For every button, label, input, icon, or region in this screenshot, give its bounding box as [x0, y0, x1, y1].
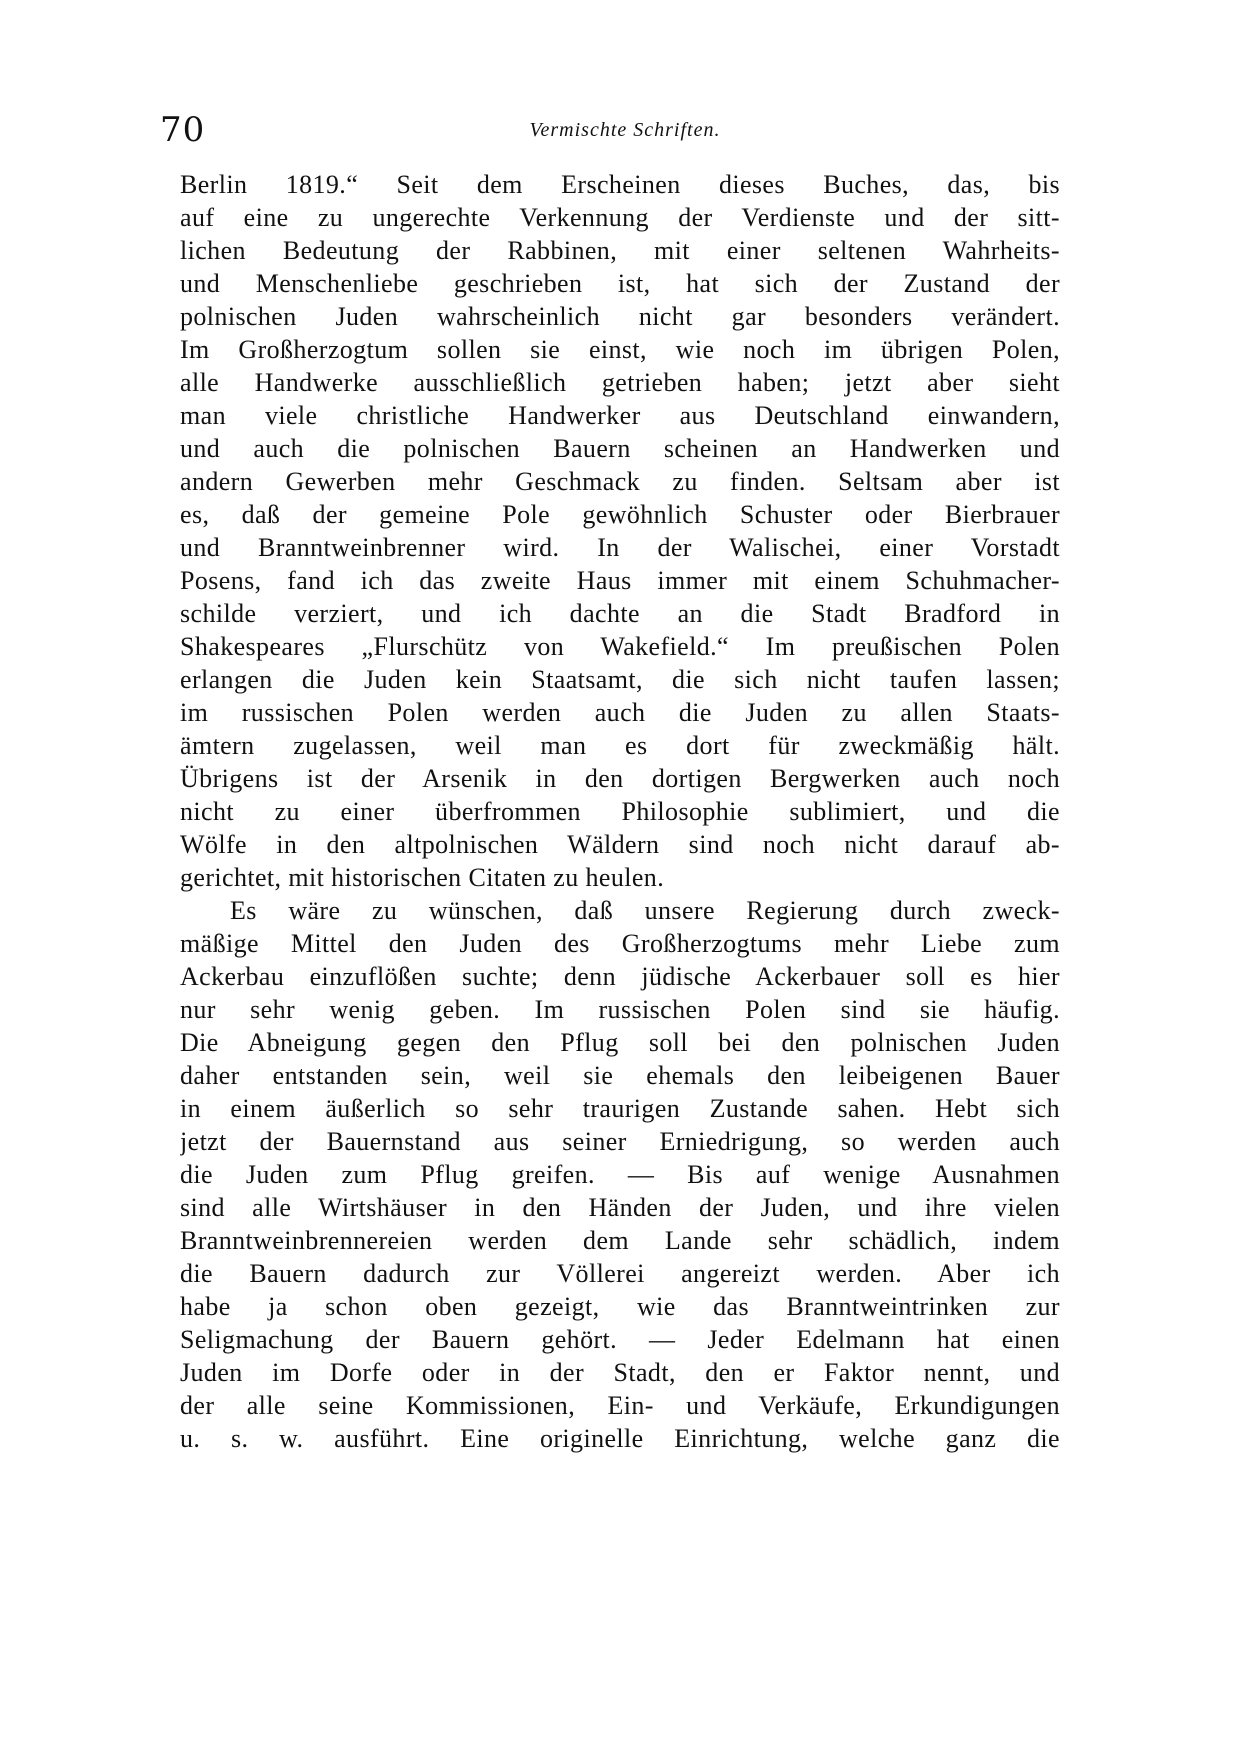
text-line: die Juden zum Pflug greifen. — Bis auf wenige Ausnahmen [180, 1160, 1060, 1189]
text-line: mäßige Mittel den Juden des Großherzogtums mehr Liebe zum [180, 929, 1060, 958]
text-line: Juden im Dorfe oder in der Stadt, den er Faktor nennt, und [180, 1358, 1060, 1387]
text-line: erlangen die Juden kein Staatsamt, die sich nicht taufen lassen; [180, 665, 1060, 694]
text-line: Wölfe in den altpolnischen Wäldern sind noch nicht darauf ab- [180, 830, 1060, 859]
running-title: Vermischte Schriften. [529, 119, 721, 141]
text-line: polnischen Juden wahrscheinlich nicht gar besonders verändert. [180, 302, 1060, 331]
text-line: nicht zu einer überfrommen Philosophie sublimiert, und die [180, 797, 1060, 826]
text-line: andern Gewerben mehr Geschmack zu finden. Seltsam aber ist [180, 467, 1060, 496]
text-line: es, daß der gemeine Pole gewöhnlich Schuster oder Bierbrauer [180, 500, 1060, 529]
text-line: Posens, fand ich das zweite Haus immer mit einem Schuhmacher- [180, 566, 1060, 595]
text-line: nur sehr wenig geben. Im russischen Polen sind sie häufig. [180, 995, 1060, 1024]
text-line: alle Handwerke ausschließlich getrieben haben; jetzt aber sieht [180, 368, 1060, 397]
paragraph-1 [180, 168, 1060, 894]
text-line: ämtern zugelassen, weil man es dort für zweckmäßig hält. [180, 731, 1060, 760]
text-line: und Menschenliebe geschrieben ist, hat sich der Zustand der [180, 269, 1060, 298]
text-line: jetzt der Bauernstand aus seiner Erniedrigung, so werden auch [180, 1127, 1060, 1156]
text-line: Im Großherzogtum sollen sie einst, wie noch im übrigen Polen, [180, 335, 1060, 364]
text-line: Übrigens ist der Arsenik in den dortigen Bergwerken auch noch [180, 764, 1060, 793]
text-line: und Branntweinbrenner wird. In der Walischei, einer Vorstadt [180, 533, 1060, 562]
text-line: Berlin 1819.“ Seit dem Erscheinen dieses Buches, das, bis [180, 170, 1060, 199]
page-number: 70 [160, 110, 206, 150]
text-line: schilde verziert, und ich dachte an die Stadt Bradford in [180, 599, 1060, 628]
text-line: Shakespeares „Flurschütz von Wakefield.“ Im preußischen Polen [180, 632, 1060, 661]
text-line: man viele christliche Handwerker aus Deutschland einwandern, [180, 401, 1060, 430]
text-line: der alle seine Kommissionen, Ein- und Verkäufe, Erkundigungen [180, 1391, 1060, 1420]
text-line: u. s. w. ausführt. Eine originelle Einrichtung, welche ganz die [180, 1424, 1060, 1453]
text-line: Ackerbau einzuflößen suchte; denn jüdische Ackerbauer soll es hier [180, 962, 1060, 991]
text-line: auf eine zu ungerechte Verkennung der Verdienste und der sitt- [180, 203, 1060, 232]
text-line: Branntweinbrennereien werden dem Lande sehr schädlich, indem [180, 1226, 1060, 1255]
text-line: gerichtet, mit historischen Citaten zu heulen. [180, 863, 665, 892]
text-line: Es wäre zu wünschen, daß unsere Regierung durch zweck- [230, 896, 1060, 925]
text-line: in einem äußerlich so sehr traurigen Zustande sahen. Hebt sich [180, 1094, 1060, 1123]
text-line: und auch die polnischen Bauern scheinen an Handwerken und [180, 434, 1060, 463]
text-line: lichen Bedeutung der Rabbinen, mit einer seltenen Wahrheits- [180, 236, 1060, 265]
text-line: Seligmachung der Bauern gehört. — Jeder Edelmann hat einen [180, 1325, 1060, 1354]
page-header [160, 108, 1090, 152]
text-line: daher entstanden sein, weil sie ehemals den leibeigenen Bauer [180, 1061, 1060, 1090]
body-text [180, 168, 1060, 1455]
text-line: Die Abneigung gegen den Pflug soll bei den polnischen Juden [180, 1028, 1060, 1057]
text-line: die Bauern dadurch zur Völlerei angereizt werden. Aber ich [180, 1259, 1060, 1288]
text-line: sind alle Wirtshäuser in den Händen der Juden, und ihre vielen [180, 1193, 1060, 1222]
text-line: habe ja schon oben gezeigt, wie das Branntweintrinken zur [180, 1292, 1060, 1321]
text-line: im russischen Polen werden auch die Juden zu allen Staats- [180, 698, 1060, 727]
paragraph-2 [180, 894, 1060, 1455]
